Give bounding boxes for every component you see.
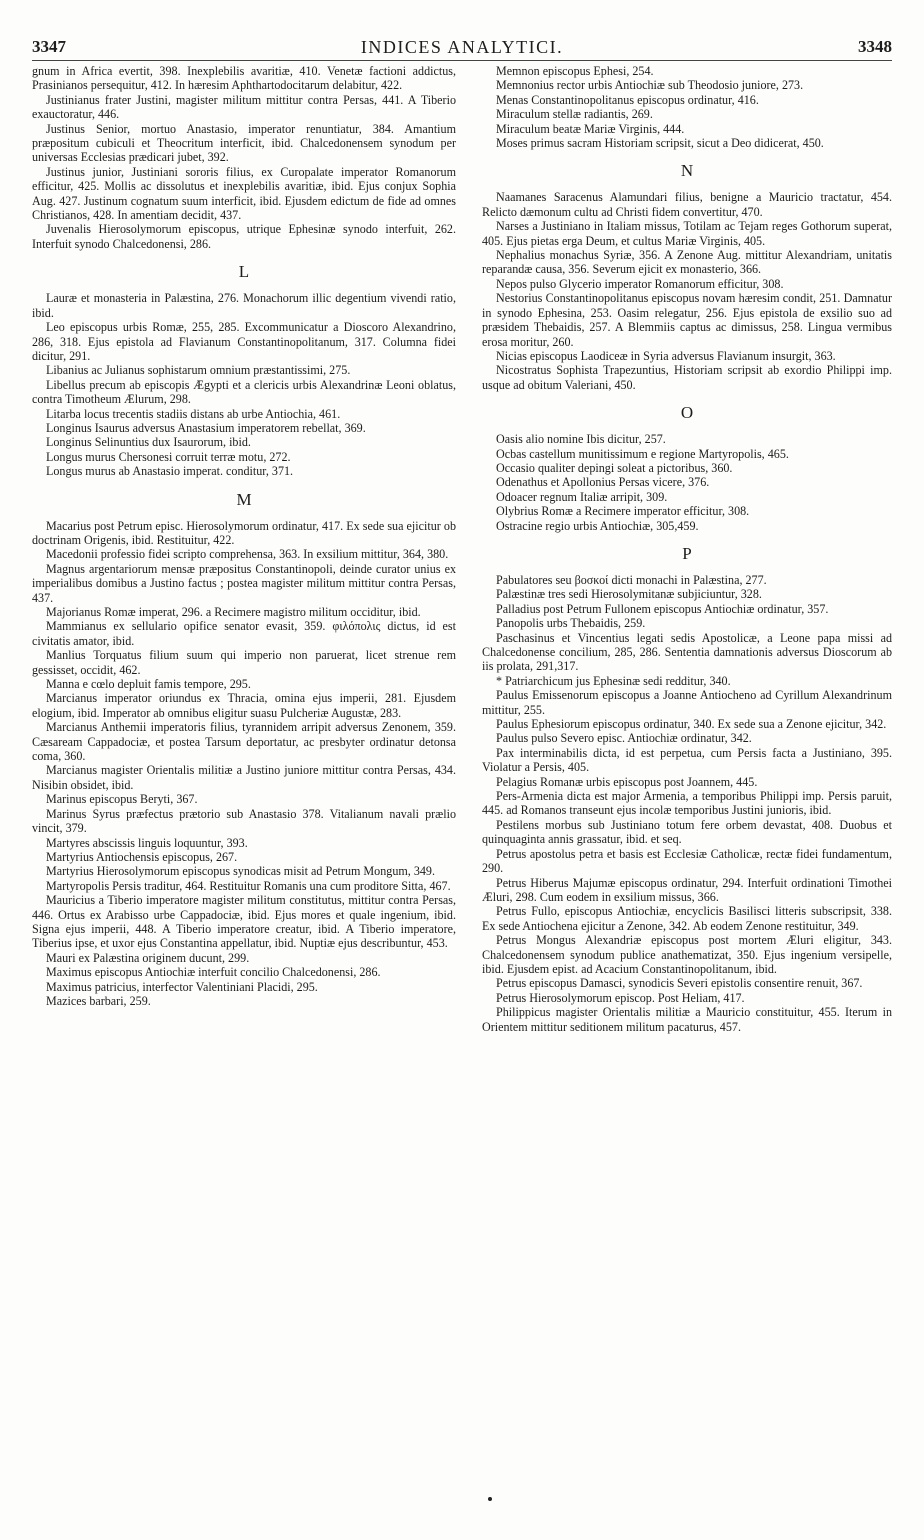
- index-entry: Pelagius Romanæ urbis episcopus post Joannem, 445.: [496, 774, 758, 789]
- index-entry: Petrus episcopus Damasci, synodicis Severi epistolis consentire renuit, 367.: [496, 976, 863, 991]
- index-entry: Marinus Syrus præfectus prætorio sub Anastasio 378. Vitalianum navali prælio vincit, 379.: [32, 806, 456, 836]
- section-letter-p: P: [682, 543, 692, 563]
- index-entry: Martyrius Antiochensis episcopus, 267.: [46, 849, 238, 864]
- index-entry: gnum in Africa evertit, 398. Inexplebilis avaritiæ, 410. Venetæ factioni addictus, Prasinianos persequitur, 412. In hæresim Aphthartodocitarum delabitur, 422.: [32, 64, 456, 93]
- index-entry: Paschasinus et Vincentius legati sedis Apostolicæ, a Leone papa missi ad Chalcedonense concilium, 285, 286. Sententia damnationis adversus Dioscorum ab iis prolata, 291,317.: [482, 630, 892, 674]
- index-entry: Palæstinæ tres sedi Hierosolymitanæ subjiciuntur, 328.: [496, 587, 762, 602]
- index-entry: Litarba locus trecentis stadiis distans ab urbe Antiochia, 461.: [46, 406, 341, 421]
- index-entry: Martyrius Hierosolymorum episcopus synodicas misit ad Petrum Mongum, 349.: [46, 864, 435, 879]
- index-entry: Pabulatores seu βοσκοί dicti monachi in Palæstina, 277.: [496, 572, 767, 587]
- index-entry: Paulus Ephesiorum episcopus ordinatur, 340. Ex sede sua a Zenone ejicitur, 342.: [496, 717, 887, 732]
- index-entry: Paulus pulso Severo episc. Antiochiæ ordinatur, 342.: [496, 731, 752, 746]
- index-entry: Martyropolis Persis traditur, 464. Restituitur Romanis una cum proditore Sitta, 467.: [46, 878, 451, 893]
- index-entry: Longinus Selinuntius dux Isaurorum, ibid.: [46, 435, 251, 450]
- index-entry: Odenathus et Apollonius Persas vicere, 376.: [496, 475, 710, 490]
- right-column: [482, 64, 892, 1524]
- index-entry: Petrus Hierosolymorum episcop. Post Heliam, 417.: [496, 990, 745, 1005]
- index-entry: Pestilens morbus sub Justiniano totum fere orbem devastat, 408. Duobus et quinquaginta annis grassatur, ibid. et seq.: [482, 817, 892, 847]
- index-entry: Palladius post Petrum Fullonem episcopus Antiochiæ ordinatur, 357.: [496, 601, 829, 616]
- index-entry: Macarius post Petrum episc. Hierosolymorum ordinatur, 417. Ex sede sua ejicitur ob doctrinam Origenis, ibid. Restituitur, 422.: [32, 518, 456, 547]
- index-entry: Majorianus Romæ imperat, 296. a Recimere magistro militum occiditur, ibid.: [46, 605, 421, 619]
- index-entry: Manna e cœlo depluit famis tempore, 295.: [46, 677, 251, 692]
- index-entry: Oasis alio nomine Ibis dicitur, 257.: [496, 432, 666, 447]
- page-number-left: 3347: [32, 37, 66, 56]
- section-letter-m: M: [236, 489, 252, 509]
- index-entry: Juvenalis Hierosolymorum episcopus, utrique Ephesinæ synodo interfuit, 262. Interfuit synodo Chalcedonensi, 286.: [32, 222, 456, 251]
- section-letter-o: O: [680, 403, 694, 423]
- index-entry: Libellus precum ab episcopis Ægypti et a clericis urbis Alexandrinæ Leoni oblatus, contra Timotheum Ælurum, 298.: [32, 377, 456, 407]
- index-entry: Moses primus sacram Historiam scripsit, sicut a Deo didicerat, 450.: [496, 136, 824, 151]
- index-entry: Justinianus frater Justini, magister militum mittitur contra Persas, 441. A Tiberio exauctoratur, 446.: [32, 92, 456, 122]
- index-entry: Odoacer regnum Italiæ arripit, 309.: [496, 489, 668, 504]
- index-entry: Justinus Senior, mortuo Anastasio, imperator renuntiatur, 384. Amantium præpositum cubiculi et Theocritum interficit, ibid. Chalcedonensem synodum per universas Ecclesias prædicari jubet, 392.: [32, 121, 456, 165]
- page-title: INDICES ANALYTICI.: [360, 37, 564, 57]
- index-entry: * Patriarchicum jus Ephesinæ sedi redditur, 340.: [496, 673, 731, 688]
- index-entry: Marcianus Anthemii imperatoris filius, tyrannidem arripit adversus Zenonem, 359. Cæsaream Cappadociæ, et postea Tarsum deportatur, ac presbyter ordinatur detonsa coma, 360.: [32, 720, 456, 764]
- index-entry: Marcianus imperator oriundus ex Thracia, omina ejus imperii, 281. Ejusdem elogium, ibid. Imperator ab omnibus eligitur suasu Pulcheriæ Augustæ, 283.: [32, 691, 456, 720]
- index-entry: Olybrius Romæ a Recimere imperator efficitur, 308.: [496, 504, 750, 519]
- index-entry: Marinus episcopus Beryti, 367.: [46, 792, 198, 807]
- index-entry: Narses a Justiniano in Italiam missus, Totilam ac Tejam reges Gothorum superat, 405. Ejus pietas erga Deum, et cultus Mariæ Virginis, 405.: [482, 219, 892, 248]
- index-entry: Longus murus ab Anastasio imperat. conditur, 371.: [46, 464, 294, 479]
- index-entry: Justinus junior, Justiniani sororis filius, ex Curopalate imperator Romanorum efficitur, 425. Mollis ac dissolutus et inexplebilis avaritiæ, ibid. Ejus conjux Sophia Aug. 427. Justinum cognatum suum interficit, ibid. Ejusdem edictum de fide ad omnes Christianos, 428. In amentiam decidit, 437.: [32, 164, 456, 223]
- index-entry: Nephalius monachus Syriæ, 356. A Zenone Aug. mittitur Alexandriam, unitatis reparandæ causa, 356. Severum ejicit ex monasterio, 366.: [482, 248, 892, 277]
- index-entry: Magnus argentariorum mensæ præpositus Constantinopoli, deinde curator unius ex imperialibus domibus a Justino factus ; postea magister militum mittitur contra Persas, 437.: [32, 561, 456, 605]
- index-entry: Mammianus ex sellulario opifice senator evasit, 359. φιλόπολις dictus, id est civitatis amator, ibid.: [32, 619, 456, 648]
- index-entry: Longus murus Chersonesi corruit terræ motu, 272.: [46, 449, 291, 464]
- index-entry: Miraculum beatæ Mariæ Virginis, 444.: [496, 121, 685, 136]
- index-entry: Philippicus magister Orientalis militiæ a Mauricio constituitur, 455. Iterum in Orientem mittitur seditionem militum pacaturus, 457.: [482, 1005, 892, 1034]
- index-entry: Marcianus magister Orientalis militiæ a Justino juniore mittitur contra Persas, 434. Nisibin obsidet, ibid.: [32, 763, 456, 792]
- index-entry: Petrus Mongus Alexandriæ episcopus post mortem Æluri eligitur, 343. Chalcedonensem synodum publice anathematizat, 350. Ejus ingenium versipelle, ibid. Ejusdem epist. ad Acacium Constantinopolitanum, ibid.: [482, 933, 892, 976]
- index-entry: Panopolis urbs Thebaidis, 259.: [496, 616, 646, 631]
- index-entry: Petrus apostolus petra et basis est Ecclesiæ Catholicæ, rectæ fidei fundamentum, 290.: [482, 846, 892, 876]
- ink-dot: [488, 1497, 492, 1501]
- section-letter-n: N: [680, 161, 694, 181]
- index-entry: Memnon episcopus Ephesi, 254.: [496, 64, 654, 78]
- left-column: [32, 64, 456, 1524]
- index-entry: Ostracine regio urbis Antiochiæ, 305,459.: [496, 518, 699, 533]
- index-entry: Petrus Hiberus Majumæ episcopus ordinatur, 294. Interfuit ordinationi Timothei Æluri, 298. Cum eodem in exsilium missus, 366.: [482, 875, 892, 904]
- page-header: [32, 36, 892, 61]
- index-entry: Lauræ et monasteria in Palæstina, 276. Monachorum illic degentium vivendi ratio, ibid.: [32, 291, 456, 320]
- section-letter-l: L: [238, 262, 250, 282]
- index-entry: Maximus patricius, interfector Valentiniani Placidi, 295.: [46, 979, 318, 994]
- index-entry: Mauricius a Tiberio imperatore magister militum constitutus, mittitur contra Persas, 446. Ortus ex Arabisso urbe Cappadociæ, ibid. Ejus mores et quale ingenium, ibid. Signa ejus imperii, 448. A Tiberio imperatore creatur, ibid. A Tiberio imperatore, Tiberius ipse, et uxor ejus Constantina appellatur, ibid. Nuptiæ ejus describuntur, 453.: [32, 893, 456, 951]
- index-entry: Macedonii professio fidei scripto comprehensa, 363. In exsilium mittitur, 364, 380.: [46, 547, 449, 562]
- index-entry: Nestorius Constantinopolitanus episcopus novam hæresim condit, 251. Damnatur in synodo Ephesina, 253. Oasim relegatur, 256. Ejus epistola de exsilio suo ad præsidem Thebaidis, 257. A Blemmiis captus ac dimissus, 258. Lingua vermibus erosa moritur, 260.: [482, 291, 892, 349]
- index-entry: Petrus Fullo, episcopus Antiochiæ, encyclicis Basilisci litteris subscripsit, 338. Ex sede Antiochena ejicitur a Zenone, 342. Ab eodem Zenone restituitur, 349.: [482, 904, 892, 933]
- index-entry: Leo episcopus urbis Romæ, 255, 285. Excommunicatur a Dioscoro Alexandrino, 286, 318. Ejus epistola ad Flavianum Constantinopolitanum, 317. Columna fidei dicitur, 291.: [32, 320, 456, 363]
- index-entry: Mazices barbari, 259.: [46, 993, 151, 1008]
- index-entry: Longinus Isaurus adversus Anastasium imperatorem rebellat, 369.: [46, 420, 366, 435]
- index-entry: Libanius ac Julianus sophistarum omnium præstantissimi, 275.: [46, 363, 351, 378]
- index-entry: Ocbas castellum munitissimum e regione Martyropolis, 465.: [496, 446, 789, 461]
- index-entry: Nicias episcopus Laodiceæ in Syria adversus Flavianum insurgit, 363.: [496, 348, 836, 363]
- index-entry: Nicostratus Sophista Trapezuntius, Historiam scripsit ab exordio Philippi imp. usque ad obitum Valeriani, 450.: [482, 363, 892, 392]
- index-entry: Pax interminabilis dicta, id est perpetua, cum Persis facta a Justiniano, 395. Violatur a Persis, 405.: [482, 745, 892, 775]
- index-entry: Maximus episcopus Antiochiæ interfuit concilio Chalcedonensi, 286.: [46, 965, 381, 980]
- index-entry: Mauri ex Palæstina originem ducunt, 299.: [46, 950, 250, 965]
- index-entry: Occasio qualiter depingi soleat a pictoribus, 360.: [496, 460, 733, 475]
- index-entry: Nepos pulso Glycerio imperator Romanorum efficitur, 308.: [496, 276, 784, 291]
- index-entry: Manlius Torquatus filium suum qui imperio non paruerat, licet strenue rem gessisset, occidit, 462.: [32, 648, 456, 677]
- index-entry: Martyres abscissis linguis loquuntur, 393.: [46, 835, 248, 850]
- index-entry: Paulus Emissenorum episcopus a Joanne Antiocheno ad Cyrillum Alexandrinum mittitur, 255.: [482, 688, 892, 717]
- index-entry: Menas Constantinopolitanus episcopus ordinatur, 416.: [496, 92, 759, 107]
- page-number-right: 3348: [858, 37, 892, 56]
- index-entry: Memnonius rector urbis Antiochiæ sub Theodosio juniore, 273.: [496, 78, 804, 93]
- index-entry: Naamanes Saracenus Alamundari filius, benigne a Mauricio tractatur, 454. Relicto dæmonum cultu ad Christi fidem convertitur, 470.: [482, 190, 892, 219]
- index-entry: Pers-Armenia dicta est major Armenia, a temporibus Philippi imp. Persis paruit, 445. ad Romanos transeunt ejus incolæ temporibus Justini junioris, ibid.: [482, 789, 892, 818]
- index-entry: Miraculum stellæ radiantis, 269.: [496, 107, 653, 122]
